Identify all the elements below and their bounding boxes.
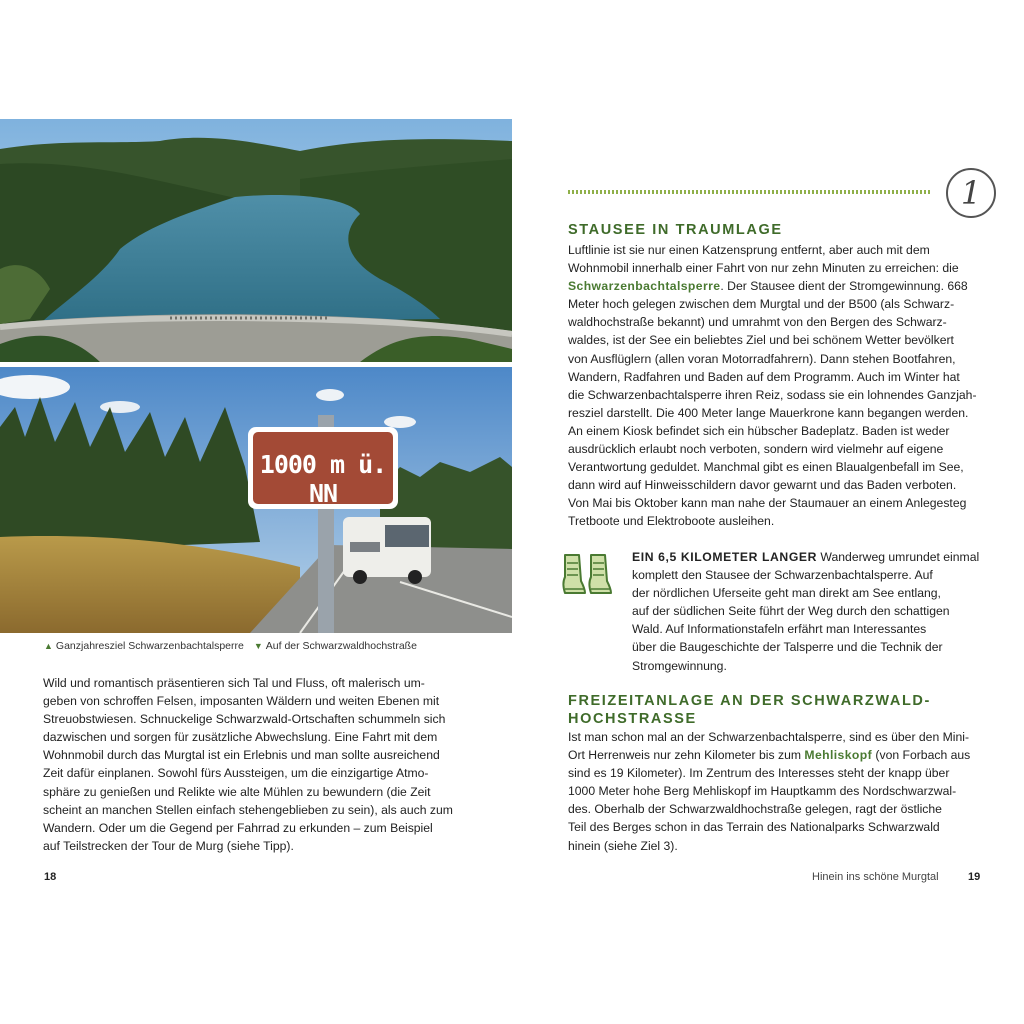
chapter-number-badge: 1 [946,168,996,218]
text-line: über die Baugeschichte der Talsperre und die Technik der [632,640,943,655]
text-line: Meter hoch gelegen zwischen dem Murgtal und der B500 (als Schwarz- [568,297,955,312]
decorative-rule [568,190,930,194]
text-line: Luftlinie ist sie nur einen Katzensprung entfernt, aber auch mit dem [568,243,930,257]
text-line: resziel darstellt. Die 400 Meter lange Mauerkrone kann begangen werden. [568,405,969,420]
text-line: Wild und romantisch präsentieren sich Tal und Fluss, oft malerisch um- [43,676,425,690]
section-body-stausee [568,241,982,531]
text-line: geben von schroffen Felsen, imposanten Wäldern und weiten Ebenen mit [43,694,440,709]
text-line: des. Oberhalb der Schwarzwaldhochstraße gelegen, ragt der östliche [568,802,942,817]
section-heading-freizeitanlage: FREIZEITANLAGE AN DER SCHWARZWALD- HOCHSTRASSE [568,693,931,727]
text-line: komplett den Stausee der Schwarzenbachtalsperre. Auf [632,568,933,583]
page-number-right: 19 [968,871,981,883]
text-line: Stromgewinnung. [632,658,727,673]
caption-item-1: Ganzjahresziel Schwarzenbachtalsperre [55,640,244,652]
text-line: der nördlichen Uferseite geht man direkt am See entlang, [632,586,941,601]
text-line: Ist man schon mal an der Schwarzenbachtalsperre, sind es über den Mini- [568,730,970,744]
text-line: Wohnmobil durch das Murgtal ist ein Erlebnis und man sollte ausreichend [43,748,440,763]
text-line: auf der südlichen Seite führt der Weg durch den schattigen [632,604,950,619]
running-head: Hinein ins schöne Murgtal [812,871,939,883]
text-line: Teil des Berges schon in das Terrain des Nationalparks Schwarzwald [568,820,940,835]
text-line: EIN 6,5 KILOMETER LANGER Wanderweg umrundet einmal [632,550,980,564]
text-line: An einem Kiosk befindet sich ein hübscher Badeplatz. Baden ist weder [568,423,950,438]
text-line: Von Mai bis Oktober kann man nahe der Staumauer an einem Anlegesteg [568,496,967,511]
caption-item-2: Auf der Schwarzwaldhochstraße [265,640,417,652]
section-heading-stausee: STAUSEE IN TRAUMLAGE [568,222,783,238]
highlight-mehliskopf: Mehliskopf [804,748,873,763]
text-line: Streuobstwiesen. Schnuckelige Schwarzwald-Ortschaften schummeln sich [43,712,446,727]
text-line: hinein (siehe Ziel 3). [568,838,678,853]
text-line: sphäre zu genießen und Relikte wie alte Mühlen zu bewundern (die Zeit [43,784,431,799]
text-line: Ort Herrenweis nur zehn Kilometer bis zum Mehliskopf (von Forbach aus [568,748,971,763]
hiking-boots-icon [559,551,615,599]
text-line: waldhochstraße bekannt) und umrahmt von den Bergen des Schwarz- [568,315,947,330]
photo-caption [44,640,417,652]
tip-box-text [632,548,982,675]
text-line: scheint an manchen Stellen einfach stehengeblieben zu sein), als auch zum [43,802,453,817]
tip-lead: EIN 6,5 KILOMETER LANGER [632,550,818,564]
text-line: 1000 Meter hohe Berg Mehliskopf im Hauptkamm des Nordschwarzwal- [568,784,957,799]
text-line: waldes, ist der See ein beliebtes Ziel und bei schönem Wetter bevölkert [568,333,954,348]
triangle-down-icon: ▼ [253,641,263,651]
text-line: ausdrücklich erlaubt noch verboten, sondern wird vielmehr auf eigene [568,442,944,457]
text-line: sind es 19 Kilometer). Im Zentrum des Interesses steht der knapp über [568,766,950,781]
triangle-up-icon: ▲ [44,641,53,651]
highlight-schwarzenbachtalsperre: Schwarzenbachtalsperre [568,279,721,294]
photo-road-sign [0,367,512,633]
text-line: Wohnmobil innerhalb einer Fahrt von nur zehn Minuten zu erreichen: die [568,261,959,276]
text-line: die Schwarzenbachtalsperre ihren Reiz, sodass sie ein lohnendes Ganzjah- [568,387,977,402]
text-line: Wald. Auf Informationstafeln erfährt man Interessantes [632,622,927,637]
text-line: dazwischen und sorgen für zusätzliche Abwechslung. Eine Fahrt mit dem [43,730,438,745]
text-line: Verantwortung geduldet. Manchmal gibt es einen Blaualgenbefall im See, [568,460,964,475]
text-line: Wandern, Radfahren und Baden auf dem Programm. Auch im Winter hat [568,369,960,384]
sign-text: 1000 m ü. NN [259,450,387,508]
text-line: dann wird auf Hinweisschildern davor gewarnt und das Baden verboten. [568,478,957,493]
page-number-left: 18 [44,871,57,883]
photo-reservoir [0,119,512,362]
text-line: Wandern. Oder um die Gegend per Fahrrad zu erkunden – zum Beispiel [43,820,433,835]
text-line: von Ausflüglern (allen voran Motorradfahrern). Dann stehen Bootfahren, [568,351,956,366]
text-line: Zeit dafür einplanen. Sowohl fürs Aussteigen, um die einzigartige Atmo- [43,766,429,781]
text-line: Tretboote und Elektroboote ausleihen. [568,514,775,529]
section-body-freizeitanlage [568,728,982,855]
left-body-text [43,674,458,855]
text-line: Schwarzenbachtalsperre. Der Stausee dient der Stromgewinnung. 668 [568,279,968,294]
text-line: auf Teilstrecken der Tour de Murg (siehe Tipp). [43,838,294,853]
